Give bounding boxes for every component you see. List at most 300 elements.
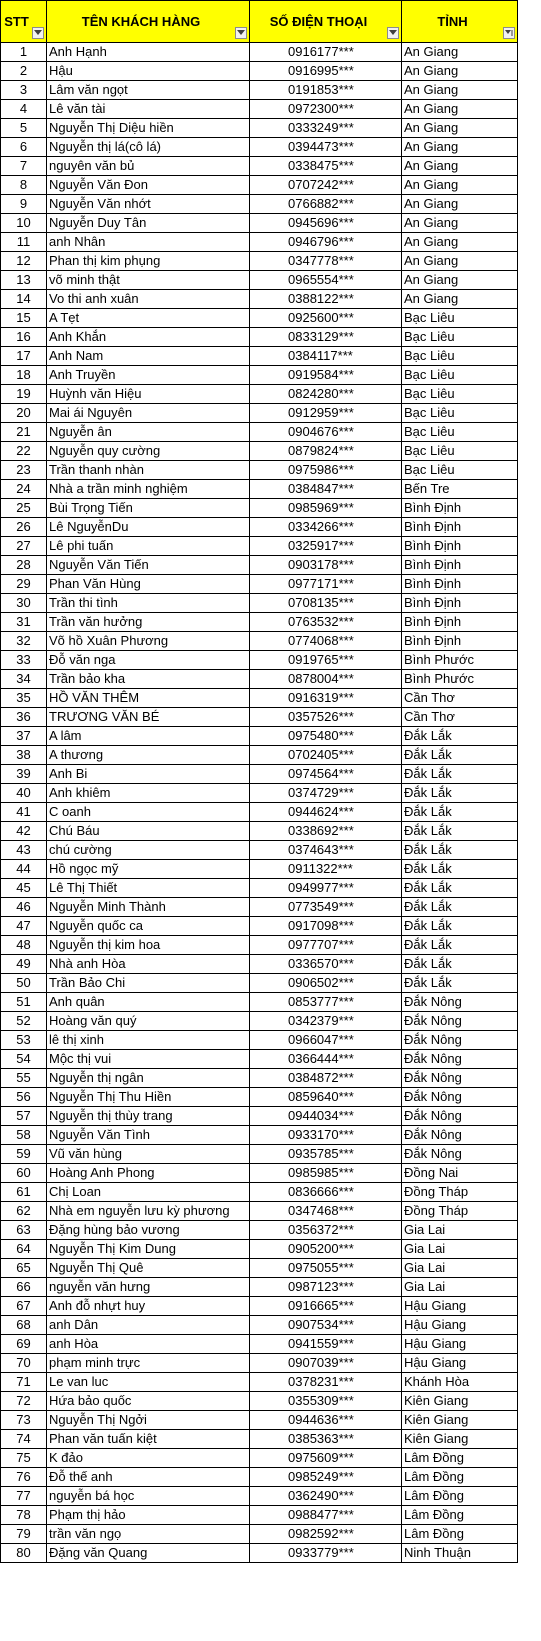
row-stt-cell[interactable]: 25 (1, 499, 47, 518)
phone-number-cell[interactable]: 0944624*** (250, 803, 402, 822)
province-cell[interactable]: Đắk Lắk (402, 974, 518, 993)
phone-number-cell[interactable]: 0985985*** (250, 1164, 402, 1183)
customer-name-cell[interactable]: Đỗ văn nga (47, 651, 250, 670)
customer-name-cell[interactable]: Lê NguyễnDu (47, 518, 250, 537)
province-cell[interactable]: An Giang (402, 195, 518, 214)
row-stt-cell[interactable]: 73 (1, 1411, 47, 1430)
row-stt-cell[interactable]: 21 (1, 423, 47, 442)
province-cell[interactable]: Kiên Giang (402, 1430, 518, 1449)
customer-name-cell[interactable]: Trần Bảo Chi (47, 974, 250, 993)
row-stt-cell[interactable]: 78 (1, 1506, 47, 1525)
province-cell[interactable]: Bình Phước (402, 651, 518, 670)
province-cell[interactable]: Gia Lai (402, 1221, 518, 1240)
phone-number-cell[interactable]: 0975609*** (250, 1449, 402, 1468)
phone-number-cell[interactable]: 0916319*** (250, 689, 402, 708)
customer-name-cell[interactable]: Hoàng Anh Phong (47, 1164, 250, 1183)
customer-name-cell[interactable]: A lâm (47, 727, 250, 746)
customer-name-cell[interactable]: Nguyễn quốc ca (47, 917, 250, 936)
row-stt-cell[interactable]: 28 (1, 556, 47, 575)
row-stt-cell[interactable]: 67 (1, 1297, 47, 1316)
phone-number-cell[interactable]: 0325917*** (250, 537, 402, 556)
row-stt-cell[interactable]: 5 (1, 119, 47, 138)
province-cell[interactable]: Đắk Lắk (402, 841, 518, 860)
province-cell[interactable]: Khánh Hòa (402, 1373, 518, 1392)
row-stt-cell[interactable]: 39 (1, 765, 47, 784)
customer-name-cell[interactable]: Lê Thị Thiết (47, 879, 250, 898)
row-stt-cell[interactable]: 13 (1, 271, 47, 290)
row-stt-cell[interactable]: 48 (1, 936, 47, 955)
customer-name-cell[interactable]: Anh đỗ nhựt huy (47, 1297, 250, 1316)
phone-number-cell[interactable]: 0384847*** (250, 480, 402, 499)
row-stt-cell[interactable]: 23 (1, 461, 47, 480)
customer-name-cell[interactable]: Nguyễn Văn Tình (47, 1126, 250, 1145)
customer-name-cell[interactable]: Nguyễn Văn Đon (47, 176, 250, 195)
customer-name-cell[interactable]: Phan thị kim phụng (47, 252, 250, 271)
phone-number-cell[interactable]: 0907039*** (250, 1354, 402, 1373)
phone-number-cell[interactable]: 0766882*** (250, 195, 402, 214)
phone-number-cell[interactable]: 0977707*** (250, 936, 402, 955)
customer-name-cell[interactable]: Trần thanh nhàn (47, 461, 250, 480)
phone-number-cell[interactable]: 0945696*** (250, 214, 402, 233)
phone-number-cell[interactable]: 0702405*** (250, 746, 402, 765)
province-cell[interactable]: Đắk Lắk (402, 955, 518, 974)
row-stt-cell[interactable]: 52 (1, 1012, 47, 1031)
customer-name-cell[interactable]: Chị Loan (47, 1183, 250, 1202)
customer-name-cell[interactable]: Anh Hạnh (47, 43, 250, 62)
phone-number-cell[interactable]: 0933170*** (250, 1126, 402, 1145)
province-cell[interactable]: Bạc Liêu (402, 366, 518, 385)
phone-number-cell[interactable]: 0977171*** (250, 575, 402, 594)
row-stt-cell[interactable]: 36 (1, 708, 47, 727)
customer-name-cell[interactable]: Trần văn hưởng (47, 613, 250, 632)
customer-name-cell[interactable]: Đặng văn Quang (47, 1544, 250, 1563)
row-stt-cell[interactable]: 6 (1, 138, 47, 157)
customer-name-cell[interactable]: Nguyễn Thị Kim Dung (47, 1240, 250, 1259)
row-stt-cell[interactable]: 14 (1, 290, 47, 309)
province-cell[interactable]: Đắk Lắk (402, 784, 518, 803)
phone-number-cell[interactable]: 0833129*** (250, 328, 402, 347)
province-cell[interactable]: Gia Lai (402, 1240, 518, 1259)
customer-name-cell[interactable]: anh Nhân (47, 233, 250, 252)
phone-number-cell[interactable]: 0985969*** (250, 499, 402, 518)
province-cell[interactable]: An Giang (402, 290, 518, 309)
customer-name-cell[interactable]: A thương (47, 746, 250, 765)
phone-number-cell[interactable]: 0974564*** (250, 765, 402, 784)
customer-name-cell[interactable]: Nguyễn Thị Quê (47, 1259, 250, 1278)
row-stt-cell[interactable]: 70 (1, 1354, 47, 1373)
province-cell[interactable]: Bạc Liêu (402, 309, 518, 328)
province-cell[interactable]: Đồng Tháp (402, 1202, 518, 1221)
province-cell[interactable]: Gia Lai (402, 1278, 518, 1297)
customer-name-cell[interactable]: Phạm thị hảo (47, 1506, 250, 1525)
customer-name-cell[interactable]: Nguyễn Văn nhớt (47, 195, 250, 214)
phone-number-cell[interactable]: 0384872*** (250, 1069, 402, 1088)
province-cell[interactable]: Bạc Liêu (402, 404, 518, 423)
row-stt-cell[interactable]: 12 (1, 252, 47, 271)
phone-number-cell[interactable]: 0975055*** (250, 1259, 402, 1278)
row-stt-cell[interactable]: 37 (1, 727, 47, 746)
customer-name-cell[interactable]: Nguyễn Thị Ngởi (47, 1411, 250, 1430)
row-stt-cell[interactable]: 1 (1, 43, 47, 62)
province-cell[interactable]: Đắk Nông (402, 1031, 518, 1050)
row-stt-cell[interactable]: 79 (1, 1525, 47, 1544)
customer-name-cell[interactable]: Nguyễn thị ngân (47, 1069, 250, 1088)
phone-number-cell[interactable]: 0374729*** (250, 784, 402, 803)
phone-number-cell[interactable]: 0333249*** (250, 119, 402, 138)
filter-dropdown-province[interactable] (503, 27, 515, 39)
row-stt-cell[interactable]: 24 (1, 480, 47, 499)
customer-name-cell[interactable]: Nguyễn ân (47, 423, 250, 442)
row-stt-cell[interactable]: 60 (1, 1164, 47, 1183)
province-cell[interactable]: Bình Định (402, 499, 518, 518)
province-cell[interactable]: Đắk Nông (402, 1069, 518, 1088)
province-cell[interactable]: Hậu Giang (402, 1354, 518, 1373)
customer-name-cell[interactable]: Nguyễn quy cường (47, 442, 250, 461)
province-cell[interactable]: Bạc Liêu (402, 461, 518, 480)
row-stt-cell[interactable]: 49 (1, 955, 47, 974)
row-stt-cell[interactable]: 4 (1, 100, 47, 119)
customer-name-cell[interactable]: Hồ ngọc mỹ (47, 860, 250, 879)
province-cell[interactable]: An Giang (402, 176, 518, 195)
customer-name-cell[interactable]: Nguyễn thị thùy trang (47, 1107, 250, 1126)
customer-name-cell[interactable]: Anh Nam (47, 347, 250, 366)
province-cell[interactable]: An Giang (402, 214, 518, 233)
phone-number-cell[interactable]: 0366444*** (250, 1050, 402, 1069)
row-stt-cell[interactable]: 46 (1, 898, 47, 917)
phone-number-cell[interactable]: 0917098*** (250, 917, 402, 936)
province-cell[interactable]: Lâm Đồng (402, 1468, 518, 1487)
phone-number-cell[interactable]: 0912959*** (250, 404, 402, 423)
customer-name-cell[interactable]: Nguyễn Thị Thu Hiền (47, 1088, 250, 1107)
row-stt-cell[interactable]: 15 (1, 309, 47, 328)
phone-number-cell[interactable]: 0975986*** (250, 461, 402, 480)
row-stt-cell[interactable]: 71 (1, 1373, 47, 1392)
province-cell[interactable]: Đắk Nông (402, 1050, 518, 1069)
customer-name-cell[interactable]: Vo thi anh xuân (47, 290, 250, 309)
phone-number-cell[interactable]: 0384117*** (250, 347, 402, 366)
province-cell[interactable]: Bạc Liêu (402, 442, 518, 461)
row-stt-cell[interactable]: 59 (1, 1145, 47, 1164)
row-stt-cell[interactable]: 9 (1, 195, 47, 214)
province-cell[interactable]: Bình Định (402, 556, 518, 575)
customer-name-cell[interactable]: HỒ VĂN THÊM (47, 689, 250, 708)
customer-name-cell[interactable]: K đảo (47, 1449, 250, 1468)
phone-number-cell[interactable]: 0388122*** (250, 290, 402, 309)
customer-name-cell[interactable]: C oanh (47, 803, 250, 822)
row-stt-cell[interactable]: 50 (1, 974, 47, 993)
province-cell[interactable]: Lâm Đồng (402, 1487, 518, 1506)
row-stt-cell[interactable]: 75 (1, 1449, 47, 1468)
phone-number-cell[interactable]: 0946796*** (250, 233, 402, 252)
province-cell[interactable]: Bình Định (402, 594, 518, 613)
customer-name-cell[interactable]: Phan Văn Hùng (47, 575, 250, 594)
customer-name-cell[interactable]: phạm minh trực (47, 1354, 250, 1373)
phone-number-cell[interactable]: 0357526*** (250, 708, 402, 727)
filter-dropdown-phone[interactable] (387, 27, 399, 39)
phone-number-cell[interactable]: 0774068*** (250, 632, 402, 651)
row-stt-cell[interactable]: 55 (1, 1069, 47, 1088)
row-stt-cell[interactable]: 51 (1, 993, 47, 1012)
customer-name-cell[interactable]: Anh khiêm (47, 784, 250, 803)
province-cell[interactable]: Đắk Lắk (402, 860, 518, 879)
customer-name-cell[interactable]: Hậu (47, 62, 250, 81)
customer-name-cell[interactable]: võ minh thật (47, 271, 250, 290)
row-stt-cell[interactable]: 38 (1, 746, 47, 765)
province-cell[interactable]: Đắk Lắk (402, 803, 518, 822)
phone-number-cell[interactable]: 0191853*** (250, 81, 402, 100)
customer-name-cell[interactable]: Anh Bi (47, 765, 250, 784)
row-stt-cell[interactable]: 53 (1, 1031, 47, 1050)
phone-number-cell[interactable]: 0336570*** (250, 955, 402, 974)
phone-number-cell[interactable]: 0878004*** (250, 670, 402, 689)
row-stt-cell[interactable]: 54 (1, 1050, 47, 1069)
row-stt-cell[interactable]: 76 (1, 1468, 47, 1487)
province-cell[interactable]: Ninh Thuận (402, 1544, 518, 1563)
province-cell[interactable]: Đắk Nông (402, 1088, 518, 1107)
phone-number-cell[interactable]: 0378231*** (250, 1373, 402, 1392)
province-cell[interactable]: An Giang (402, 271, 518, 290)
customer-name-cell[interactable]: Lê phi tuấn (47, 537, 250, 556)
province-cell[interactable]: Lâm Đồng (402, 1525, 518, 1544)
province-cell[interactable]: An Giang (402, 138, 518, 157)
customer-name-cell[interactable]: Huỳnh văn Hiệu (47, 385, 250, 404)
province-cell[interactable]: Hậu Giang (402, 1297, 518, 1316)
row-stt-cell[interactable]: 61 (1, 1183, 47, 1202)
phone-number-cell[interactable]: 0338475*** (250, 157, 402, 176)
row-stt-cell[interactable]: 69 (1, 1335, 47, 1354)
customer-name-cell[interactable]: A Tẹt (47, 309, 250, 328)
customer-name-cell[interactable]: Le van luc (47, 1373, 250, 1392)
province-cell[interactable]: Bến Tre (402, 480, 518, 499)
phone-number-cell[interactable]: 0338692*** (250, 822, 402, 841)
province-cell[interactable]: Đắk Nông (402, 1012, 518, 1031)
customer-name-cell[interactable]: anh Dân (47, 1316, 250, 1335)
row-stt-cell[interactable]: 77 (1, 1487, 47, 1506)
row-stt-cell[interactable]: 42 (1, 822, 47, 841)
row-stt-cell[interactable]: 72 (1, 1392, 47, 1411)
phone-number-cell[interactable]: 0763532*** (250, 613, 402, 632)
phone-number-cell[interactable]: 0707242*** (250, 176, 402, 195)
phone-number-cell[interactable]: 0933779*** (250, 1544, 402, 1563)
customer-name-cell[interactable]: Mai ái Nguyên (47, 404, 250, 423)
phone-number-cell[interactable]: 0975480*** (250, 727, 402, 746)
province-cell[interactable]: Đồng Nai (402, 1164, 518, 1183)
province-cell[interactable]: Đồng Tháp (402, 1183, 518, 1202)
phone-number-cell[interactable]: 0394473*** (250, 138, 402, 157)
row-stt-cell[interactable]: 80 (1, 1544, 47, 1563)
row-stt-cell[interactable]: 57 (1, 1107, 47, 1126)
row-stt-cell[interactable]: 20 (1, 404, 47, 423)
province-cell[interactable]: An Giang (402, 119, 518, 138)
customer-name-cell[interactable]: Anh Truyền (47, 366, 250, 385)
row-stt-cell[interactable]: 18 (1, 366, 47, 385)
phone-number-cell[interactable]: 0911322*** (250, 860, 402, 879)
customer-name-cell[interactable]: nguyễn văn hưng (47, 1278, 250, 1297)
province-cell[interactable]: Gia Lai (402, 1259, 518, 1278)
phone-number-cell[interactable]: 0362490*** (250, 1487, 402, 1506)
phone-number-cell[interactable]: 0347778*** (250, 252, 402, 271)
phone-number-cell[interactable]: 0836666*** (250, 1183, 402, 1202)
phone-number-cell[interactable]: 0905200*** (250, 1240, 402, 1259)
customer-name-cell[interactable]: nguyên văn bủ (47, 157, 250, 176)
row-stt-cell[interactable]: 3 (1, 81, 47, 100)
phone-number-cell[interactable]: 0903178*** (250, 556, 402, 575)
phone-number-cell[interactable]: 0925600*** (250, 309, 402, 328)
phone-number-cell[interactable]: 0919584*** (250, 366, 402, 385)
customer-name-cell[interactable]: Nguyễn Duy Tân (47, 214, 250, 233)
province-cell[interactable]: Đắk Nông (402, 1126, 518, 1145)
customer-name-cell[interactable]: Trần thi tình (47, 594, 250, 613)
province-cell[interactable]: Bạc Liêu (402, 347, 518, 366)
row-stt-cell[interactable]: 64 (1, 1240, 47, 1259)
customer-name-cell[interactable]: anh Hòa (47, 1335, 250, 1354)
province-cell[interactable]: An Giang (402, 43, 518, 62)
province-cell[interactable]: An Giang (402, 62, 518, 81)
row-stt-cell[interactable]: 58 (1, 1126, 47, 1145)
customer-name-cell[interactable]: Nguyễn thị lá(cô lá) (47, 138, 250, 157)
phone-number-cell[interactable]: 0944636*** (250, 1411, 402, 1430)
row-stt-cell[interactable]: 68 (1, 1316, 47, 1335)
customer-name-cell[interactable]: Anh quân (47, 993, 250, 1012)
row-stt-cell[interactable]: 30 (1, 594, 47, 613)
province-cell[interactable]: Đắk Lắk (402, 898, 518, 917)
province-cell[interactable]: An Giang (402, 252, 518, 271)
province-cell[interactable]: Bạc Liêu (402, 328, 518, 347)
customer-name-cell[interactable]: Lâm văn ngọt (47, 81, 250, 100)
phone-number-cell[interactable]: 0385363*** (250, 1430, 402, 1449)
province-cell[interactable]: Đắk Lắk (402, 936, 518, 955)
province-cell[interactable]: Bình Phước (402, 670, 518, 689)
row-stt-cell[interactable]: 17 (1, 347, 47, 366)
phone-number-cell[interactable]: 0859640*** (250, 1088, 402, 1107)
row-stt-cell[interactable]: 56 (1, 1088, 47, 1107)
customer-name-cell[interactable]: nguyễn bá học (47, 1487, 250, 1506)
phone-number-cell[interactable]: 0355309*** (250, 1392, 402, 1411)
customer-name-cell[interactable]: Chú Báu (47, 822, 250, 841)
phone-number-cell[interactable]: 0916665*** (250, 1297, 402, 1316)
row-stt-cell[interactable]: 74 (1, 1430, 47, 1449)
province-cell[interactable]: Bình Định (402, 632, 518, 651)
province-cell[interactable]: Bình Định (402, 537, 518, 556)
customer-name-cell[interactable]: lê thị xinh (47, 1031, 250, 1050)
phone-number-cell[interactable]: 0904676*** (250, 423, 402, 442)
province-cell[interactable]: An Giang (402, 81, 518, 100)
province-cell[interactable]: Bình Định (402, 518, 518, 537)
province-cell[interactable]: Đắk Lắk (402, 746, 518, 765)
customer-name-cell[interactable]: TRƯƠNG VĂN BÉ (47, 708, 250, 727)
province-cell[interactable]: Đắk Lắk (402, 765, 518, 784)
customer-name-cell[interactable]: Mộc thị vui (47, 1050, 250, 1069)
row-stt-cell[interactable]: 16 (1, 328, 47, 347)
phone-number-cell[interactable]: 0941559*** (250, 1335, 402, 1354)
row-stt-cell[interactable]: 11 (1, 233, 47, 252)
phone-number-cell[interactable]: 0985249*** (250, 1468, 402, 1487)
phone-number-cell[interactable]: 0916177*** (250, 43, 402, 62)
row-stt-cell[interactable]: 66 (1, 1278, 47, 1297)
customer-name-cell[interactable]: Bùi Trọng Tiến (47, 499, 250, 518)
customer-name-cell[interactable]: chú cường (47, 841, 250, 860)
row-stt-cell[interactable]: 43 (1, 841, 47, 860)
row-stt-cell[interactable]: 7 (1, 157, 47, 176)
phone-number-cell[interactable]: 0935785*** (250, 1145, 402, 1164)
province-cell[interactable]: Đắk Lắk (402, 822, 518, 841)
phone-number-cell[interactable]: 0987123*** (250, 1278, 402, 1297)
row-stt-cell[interactable]: 35 (1, 689, 47, 708)
phone-number-cell[interactable]: 0879824*** (250, 442, 402, 461)
phone-number-cell[interactable]: 0374643*** (250, 841, 402, 860)
province-cell[interactable]: An Giang (402, 100, 518, 119)
row-stt-cell[interactable]: 22 (1, 442, 47, 461)
row-stt-cell[interactable]: 63 (1, 1221, 47, 1240)
customer-name-cell[interactable]: Nguyễn thị kim hoa (47, 936, 250, 955)
row-stt-cell[interactable]: 8 (1, 176, 47, 195)
province-cell[interactable]: Bạc Liêu (402, 423, 518, 442)
customer-name-cell[interactable]: Lê văn tài (47, 100, 250, 119)
phone-number-cell[interactable]: 0907534*** (250, 1316, 402, 1335)
province-cell[interactable]: Đắk Lắk (402, 917, 518, 936)
province-cell[interactable]: Cần Thơ (402, 708, 518, 727)
row-stt-cell[interactable]: 47 (1, 917, 47, 936)
province-cell[interactable]: Đắk Lắk (402, 879, 518, 898)
phone-number-cell[interactable]: 0944034*** (250, 1107, 402, 1126)
phone-number-cell[interactable]: 0949977*** (250, 879, 402, 898)
province-cell[interactable]: Lâm Đồng (402, 1449, 518, 1468)
row-stt-cell[interactable]: 31 (1, 613, 47, 632)
phone-number-cell[interactable]: 0824280*** (250, 385, 402, 404)
row-stt-cell[interactable]: 2 (1, 62, 47, 81)
phone-number-cell[interactable]: 0965554*** (250, 271, 402, 290)
customer-name-cell[interactable]: Nguyễn Thị Diệu hiền (47, 119, 250, 138)
customer-name-cell[interactable]: Nguyễn Minh Thành (47, 898, 250, 917)
row-stt-cell[interactable]: 26 (1, 518, 47, 537)
row-stt-cell[interactable]: 41 (1, 803, 47, 822)
filter-dropdown-stt[interactable] (32, 27, 44, 39)
customer-name-cell[interactable]: Đỗ thế anh (47, 1468, 250, 1487)
customer-name-cell[interactable]: Nguyễn Văn Tiến (47, 556, 250, 575)
row-stt-cell[interactable]: 29 (1, 575, 47, 594)
customer-name-cell[interactable]: Phan văn tuấn kiệt (47, 1430, 250, 1449)
row-stt-cell[interactable]: 45 (1, 879, 47, 898)
phone-number-cell[interactable]: 0342379*** (250, 1012, 402, 1031)
phone-number-cell[interactable]: 0356372*** (250, 1221, 402, 1240)
row-stt-cell[interactable]: 62 (1, 1202, 47, 1221)
province-cell[interactable]: Hậu Giang (402, 1316, 518, 1335)
province-cell[interactable]: An Giang (402, 157, 518, 176)
row-stt-cell[interactable]: 65 (1, 1259, 47, 1278)
customer-name-cell[interactable]: Vũ văn hùng (47, 1145, 250, 1164)
phone-number-cell[interactable]: 0906502*** (250, 974, 402, 993)
province-cell[interactable]: Lâm Đồng (402, 1506, 518, 1525)
customer-name-cell[interactable]: Hoàng văn quý (47, 1012, 250, 1031)
province-cell[interactable]: Đắk Nông (402, 1107, 518, 1126)
row-stt-cell[interactable]: 19 (1, 385, 47, 404)
phone-number-cell[interactable]: 0334266*** (250, 518, 402, 537)
customer-name-cell[interactable]: Nhà em nguyễn lưu kỳ phương (47, 1202, 250, 1221)
row-stt-cell[interactable]: 10 (1, 214, 47, 233)
phone-number-cell[interactable]: 0919765*** (250, 651, 402, 670)
province-cell[interactable]: An Giang (402, 233, 518, 252)
customer-name-cell[interactable]: Nhà anh Hòa (47, 955, 250, 974)
province-cell[interactable]: Bạc Liêu (402, 385, 518, 404)
phone-number-cell[interactable]: 0347468*** (250, 1202, 402, 1221)
province-cell[interactable]: Đắk Nông (402, 1145, 518, 1164)
province-cell[interactable]: Đắk Lắk (402, 727, 518, 746)
customer-name-cell[interactable]: trần văn ngọ (47, 1525, 250, 1544)
filter-dropdown-name[interactable] (235, 27, 247, 39)
province-cell[interactable]: Bình Định (402, 575, 518, 594)
row-stt-cell[interactable]: 32 (1, 632, 47, 651)
row-stt-cell[interactable]: 33 (1, 651, 47, 670)
